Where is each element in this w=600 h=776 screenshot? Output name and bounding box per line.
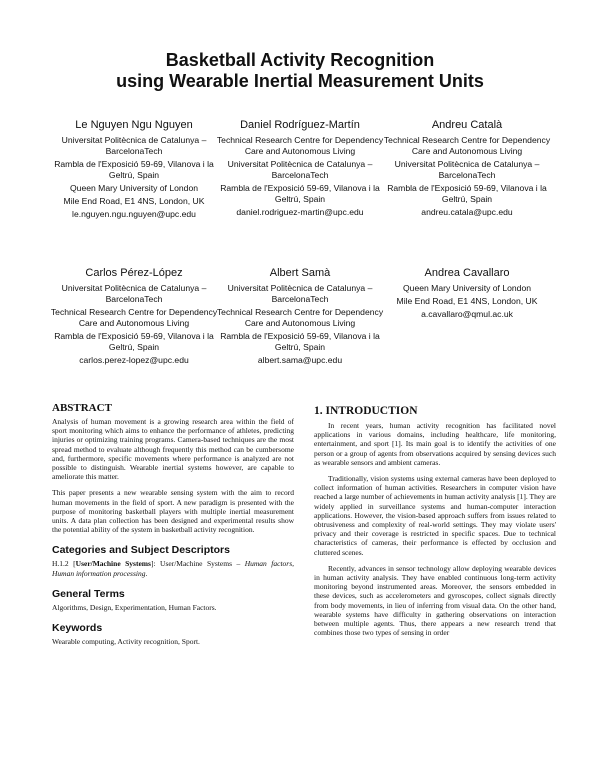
author-block <box>211 266 389 368</box>
general-terms-text: Algorithms, Design, Experimentation, Human Factors. <box>52 602 217 612</box>
title-line-1: Basketball Activity Recognition <box>165 50 435 70</box>
author-address: Mile End Road, E1 4NS, London, UK <box>63 196 205 206</box>
categories-code: H.1.2 [ <box>52 559 76 569</box>
abstract-paragraph: Analysis of human movement is a growing research area within the field of sport monitoring which aims to enhance the performance of athletes, predicting injuries or optimizing training programs. Camera-based techniques are the most spread method to evaluate although frequently this method can be cumbersome and, furthermore, specific movements where performance is analyzed are not possible to distinguish. Wearable inertial systems however, are capable to ameliorate this matter. <box>52 417 294 482</box>
author-email: albert.sama@upc.edu <box>257 355 343 365</box>
intro-paragraph: In recent years, human activity recognition has facilitated novel applications in various domains, including healthcare, life monitoring, entertainment, and sport [1]. Its main goal is to identify the activities of one person or a group of agents from observations acquired by sensing devices such as wearable sensors and ambient cameras. <box>314 421 556 467</box>
author-name: Daniel Rodríguez-Martín <box>240 119 360 131</box>
author-address: Rambla de l'Exposició 59-69, Vilanova i la Geltrú, Spain <box>220 183 380 204</box>
author-block <box>45 266 223 368</box>
author-affiliation: Universitat Politècnica de Catalunya – BarcelonaTech <box>227 283 373 304</box>
author-email: le.nguyen.ngu.nguyen@upc.edu <box>72 209 196 219</box>
keywords-heading: Keywords <box>52 622 103 635</box>
author-block <box>378 266 556 322</box>
author-affiliation: Technical Research Centre for Dependency Care and Autonomous Living <box>216 135 384 156</box>
author-affiliation: Technical Research Centre for Dependency Care and Autonomous Living <box>216 307 384 328</box>
author-name: Le Nguyen Ngu Nguyen <box>75 119 193 131</box>
categories-italic: Human factors, Human information processing <box>52 559 294 578</box>
intro-paragraph: Traditionally, vision systems using external cameras have been deployed to collect information of human activities. Researchers in computer vision have reached a large number of achievements in human activity analysis [1]. They are widely applied in surveillance systems and human-computer interaction applications. However, the vision-based approach suffers from issues related to obtrusiveness and complexity of real-world settings. They may violate users' privacy and their coverage is restricted in specific spaces. Due to technical characteristics of cameras, their performance is effected by occlusion and cluttered scenes. <box>314 474 556 557</box>
author-affiliation: Universitat Politècnica de Catalunya – BarcelonaTech <box>61 283 207 304</box>
author-affiliation: Universitat Politècnica de Catalunya – BarcelonaTech <box>61 135 207 156</box>
author-email: daniel.rodriguez-martin@upc.edu <box>236 207 364 217</box>
author-affiliation: Universitat Politècnica de Catalunya – BarcelonaTech <box>394 159 540 180</box>
introduction-heading: 1. INTRODUCTION <box>314 405 418 417</box>
author-email: carlos.perez-lopez@upc.edu <box>79 355 189 365</box>
author-affiliation: Universitat Politècnica de Catalunya – BarcelonaTech <box>227 159 373 180</box>
author-address: Mile End Road, E1 4NS, London, UK <box>396 296 538 306</box>
general-terms-heading: General Terms <box>52 587 125 600</box>
categories-mid: ]: User/Machine Systems – <box>150 559 245 569</box>
author-affiliation: Technical Research Centre for Dependency Care and Autonomous Living <box>383 135 551 156</box>
abstract-paragraph: This paper presents a new wearable sensing system with the aim to record human movements in the field of sport. A new paradigm is presented with the purpose of monitoring basketball players with multiple inertial measurement units. A data plan collection has been designed and experimental results show the potential ability of the system in basketball activity recognition. <box>52 488 294 535</box>
author-name: Albert Samà <box>269 267 331 279</box>
intro-paragraph: Recently, advances in sensor technology allow deploying wearable devices in human activity analysis. They have enabled continuous long-term activity monitoring beyond instrumented areas. Moreover, the sensors embedded in these devices, such as accelerometers and gyroscopes, collect signals directly from body movements, in lieu of inferring from visual data. On the other hand, wearable systems have difficulty in gathering observations on interaction between multiple agents. Thus, there appears a new research trend that combines those two types of sensing in order <box>314 563 556 638</box>
abstract-heading: ABSTRACT <box>52 402 112 414</box>
categories-heading: Categories and Subject Descriptors <box>52 544 230 557</box>
author-address: Rambla de l'Exposició 59-69, Vilanova i la Geltrú, Spain <box>54 159 214 180</box>
author-address: Rambla de l'Exposició 59-69, Vilanova i la Geltrú, Spain <box>54 331 214 352</box>
author-name: Andreu Català <box>431 119 503 131</box>
categories-end: . <box>145 568 148 578</box>
author-address: Rambla de l'Exposició 59-69, Vilanova i la Geltrú, Spain <box>220 331 380 352</box>
author-name: Andrea Cavallaro <box>424 267 510 279</box>
author-email: andreu.catala@upc.edu <box>421 207 513 217</box>
right-column <box>314 402 556 644</box>
keywords-text: Wearable computing, Activity recognition, Sport. <box>52 637 200 647</box>
author-affiliation: Technical Research Centre for Dependency Care and Autonomous Living <box>50 307 218 328</box>
author-affiliation: Queen Mary University of London <box>69 183 199 193</box>
author-name: Carlos Pérez-López <box>85 267 183 279</box>
author-block <box>378 118 556 220</box>
author-affiliation: Queen Mary University of London <box>402 283 532 293</box>
categories-text <box>52 559 294 577</box>
left-column <box>52 402 294 653</box>
author-block <box>45 118 223 222</box>
title-line-2: using Wearable Inertial Measurement Units <box>116 71 484 91</box>
author-address: Rambla de l'Exposició 59-69, Vilanova i la Geltrú, Spain <box>387 183 547 204</box>
paper-title <box>40 50 560 92</box>
author-block <box>211 118 389 220</box>
author-email: a.cavallaro@qmul.ac.uk <box>421 309 513 319</box>
categories-bold: User/Machine Systems <box>75 559 151 569</box>
